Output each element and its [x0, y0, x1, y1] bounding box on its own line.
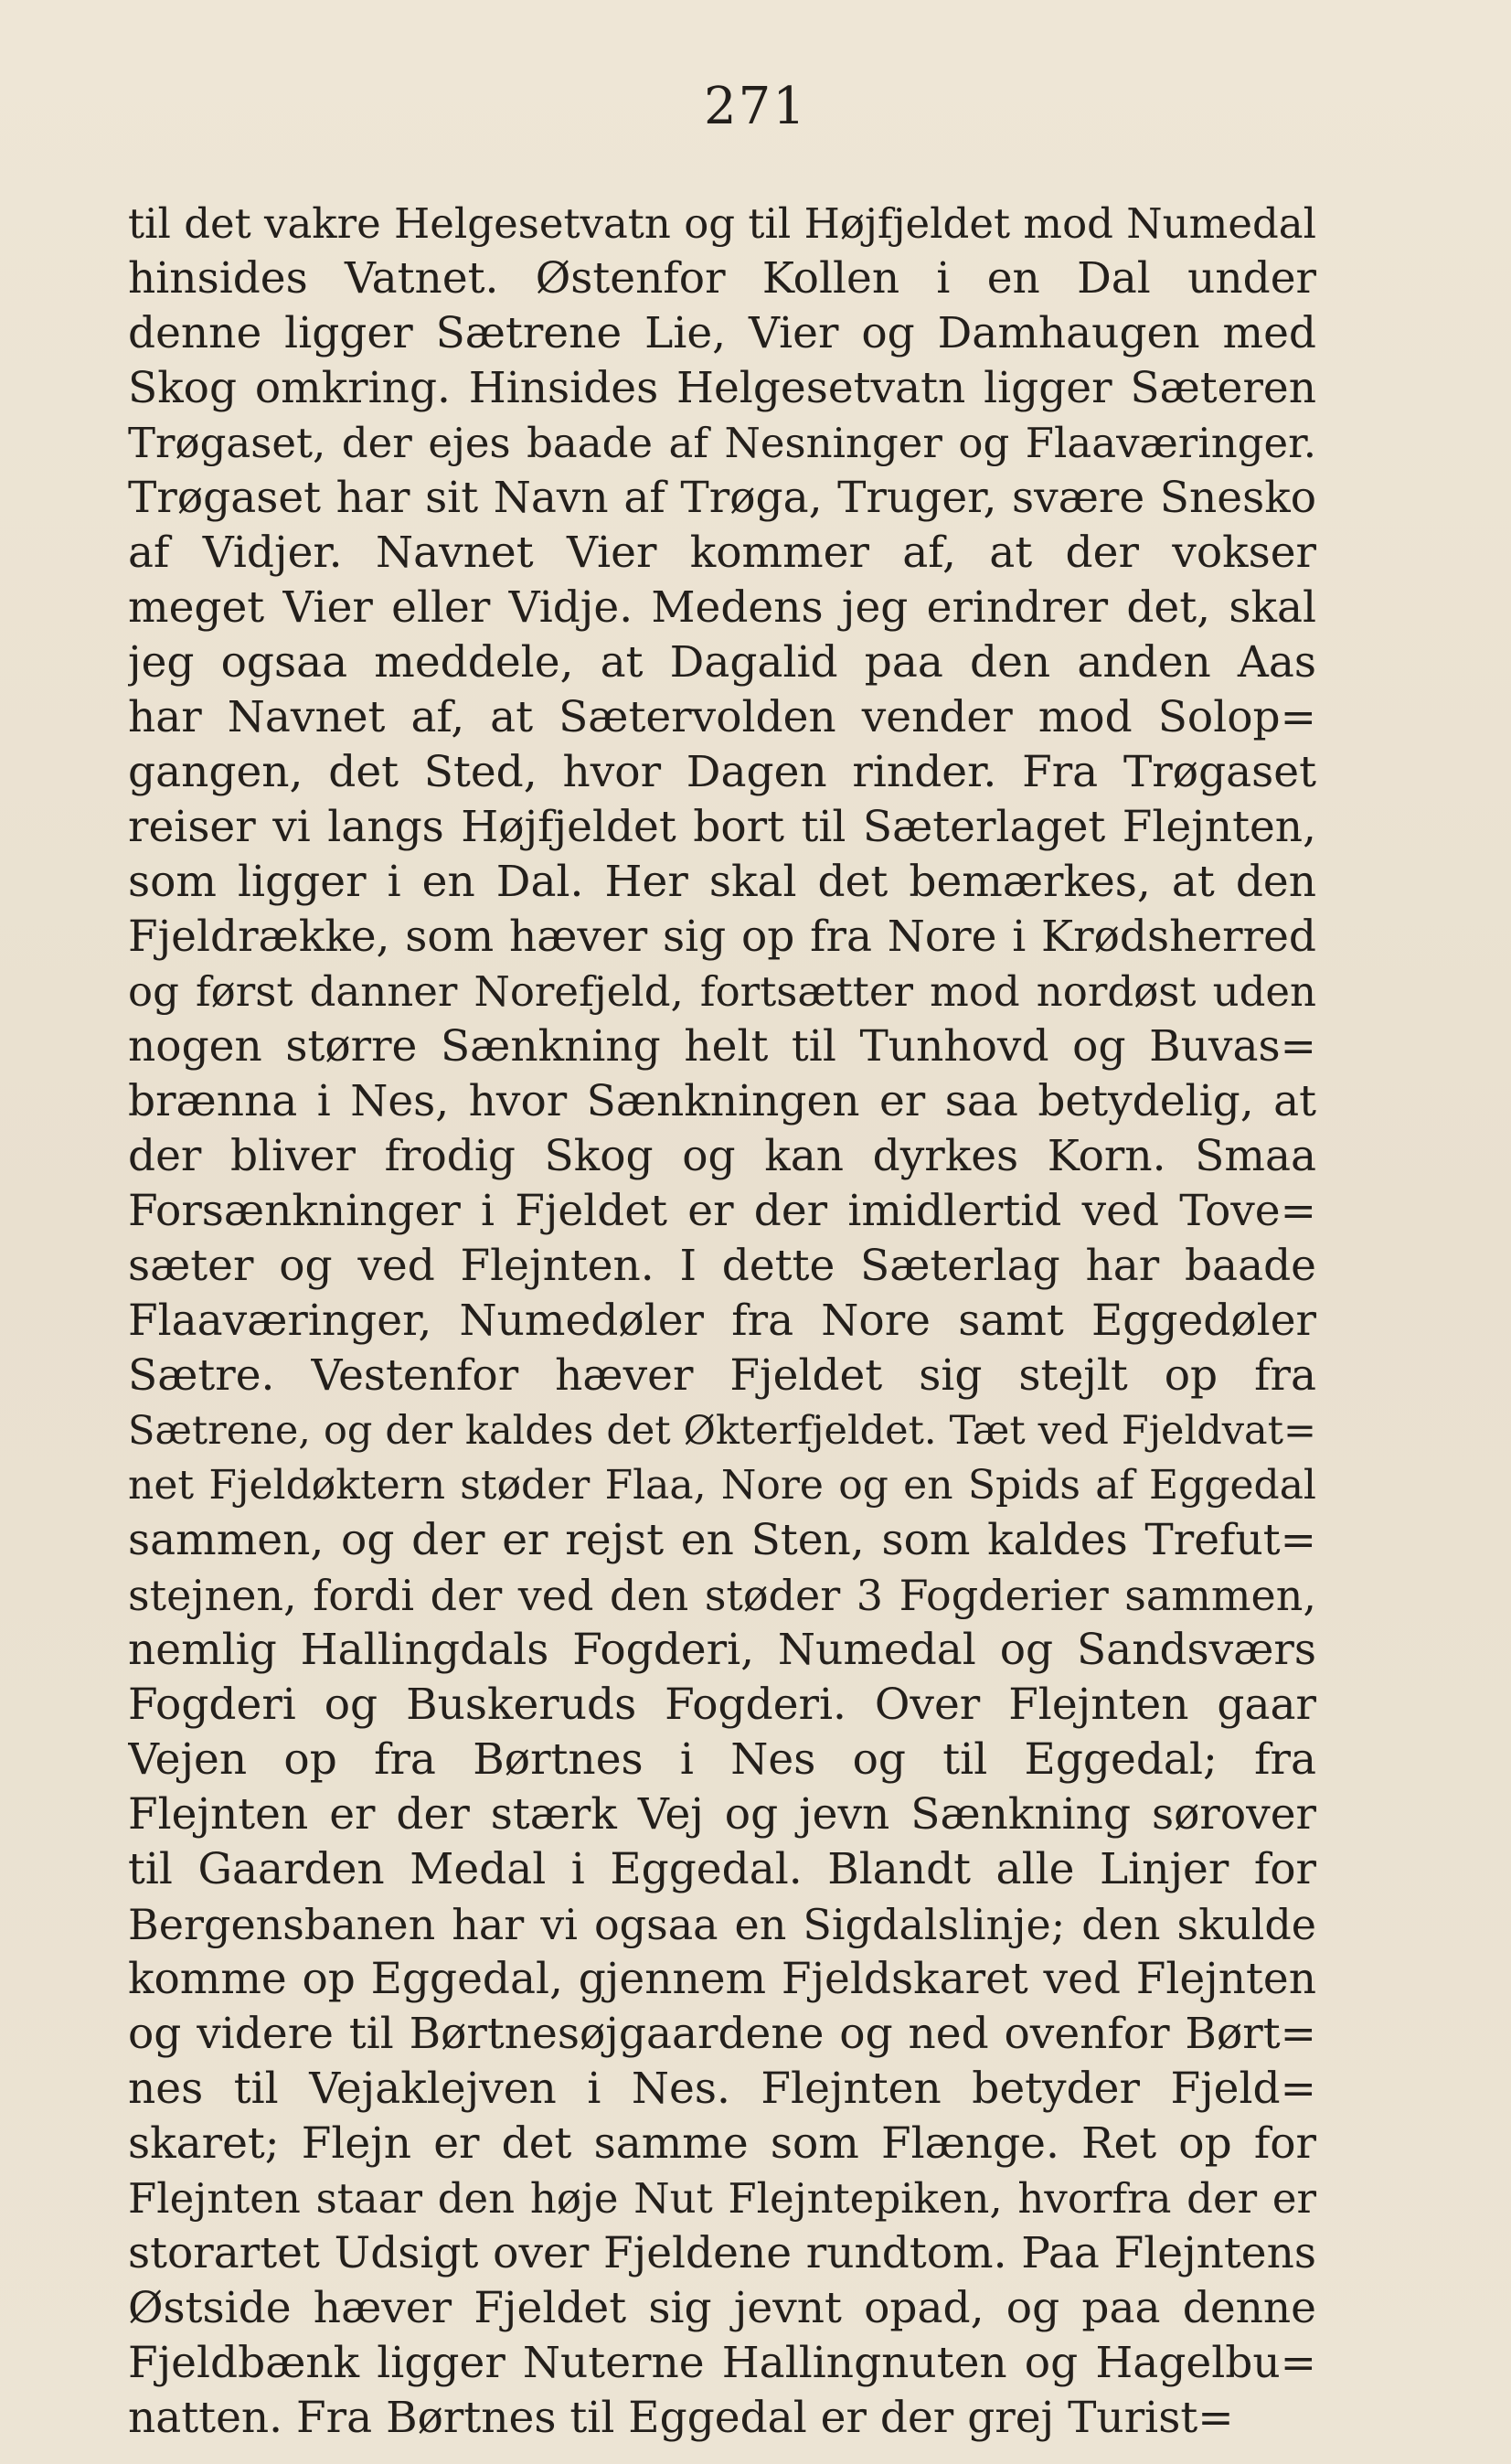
- text-line: Trøgaset har sit Navn af Trøga, Truger, svære Snesko: [128, 473, 1316, 523]
- text-line: Flaaværinger, Numedøler fra Nore samt Eggedøler: [128, 1296, 1316, 1346]
- text-line: jeg ogsaa meddele, at Dagalid paa den anden Aas: [128, 637, 1316, 688]
- text-line: stejnen, fordi der ved den støder 3 Fogderier sammen,: [128, 1571, 1316, 1620]
- text-line: Fjeldrække, som hæver sig op fra Nore i Krødsherred: [128, 912, 1316, 962]
- text-line: hinsides Vatnet. Østenfor Kollen i en Dal under: [128, 253, 1316, 304]
- text-line: Fogderi og Buskeruds Fogderi. Over Flejnten gaar: [128, 1680, 1316, 1730]
- text-line: reiser vi langs Højfjeldet bort til Sæterlaget Flejnten,: [128, 802, 1316, 852]
- text-line: af Vidjer. Navnet Vier kommer af, at der vokser: [128, 528, 1316, 578]
- text-line: Sætrene, og der kaldes det Økterfjeldet. Tæt ved Fjeldvat=: [128, 1408, 1316, 1454]
- text-line: Fjeldbænk ligger Nuterne Hallingnuten og Hagelbu=: [128, 2338, 1316, 2388]
- text-line: sæter og ved Flejnten. I dette Sæterlag har baade: [128, 1241, 1316, 1291]
- text-line: skaret; Flejn er det samme som Flænge. Ret op for: [128, 2118, 1316, 2169]
- text-line: net Fjeldøktern støder Flaa, Nore og en Spids af Eggedal: [128, 1462, 1316, 1509]
- text-line: komme op Eggedal, gjennem Fjeldskaret ved Flejnten: [128, 1954, 1316, 2004]
- text-line: natten. Fra Børtnes til Eggedal er der grej Turist=: [128, 2393, 1234, 2443]
- text-line: nes til Vejaklejven i Nes. Flejnten betyder Fjeld=: [128, 2064, 1316, 2114]
- text-line: der bliver frodig Skog og kan dyrkes Korn. Smaa: [128, 1131, 1316, 1181]
- text-line: til Gaarden Medal i Eggedal. Blandt alle Linjer for: [128, 1844, 1316, 1894]
- text-line: Flejnten er der stærk Vej og jevn Sænkning sørover: [128, 1789, 1316, 1840]
- text-line: meget Vier eller Vidje. Medens jeg erindrer det, skal: [128, 582, 1316, 633]
- text-line: har Navnet af, at Sætervolden vender mod Solop=: [128, 692, 1316, 742]
- text-line: Østside hæver Fjeldet sig jevnt opad, og paa denne: [128, 2283, 1316, 2333]
- text-line: Vejen op fra Børtnes i Nes og til Eggedal; fra: [128, 1734, 1316, 1785]
- text-line: til det vakre Helgesetvatn og til Højfjeldet mod Numedal: [128, 199, 1316, 248]
- text-line: nogen større Sænkning helt til Tunhovd og Buvas=: [128, 1021, 1316, 1072]
- text-line: gangen, det Sted, hvor Dagen rinder. Fra Trøgaset: [128, 747, 1316, 797]
- text-line: Skog omkring. Hinsides Helgesetvatn ligger Sæteren: [128, 363, 1316, 413]
- text-line: som ligger i en Dal. Her skal det bemærkes, at den: [128, 857, 1316, 907]
- text-line: denne ligger Sætrene Lie, Vier og Damhaugen med: [128, 308, 1316, 358]
- text-line: nemlig Hallingdals Fogderi, Numedal og Sandsværs: [128, 1625, 1316, 1675]
- text-line: sammen, og der er rejst en Sten, som kaldes Trefut=: [128, 1515, 1316, 1565]
- text-line: Trøgaset, der ejes baade af Nesninger og Flaaværinger.: [128, 419, 1316, 467]
- text-line: og først danner Norefjeld, fortsætter mod nordøst uden: [128, 967, 1316, 1016]
- text-line: Bergensbanen har vi ogsaa en Sigdalslinje; den skulde: [128, 1900, 1316, 1949]
- text-line: Sætre. Vestenfor hæver Fjeldet sig stejlt op fra: [128, 1350, 1316, 1401]
- body-text: [128, 197, 1316, 2446]
- text-line: storartet Udsigt over Fjeldene rundtom. Paa Flejntens: [128, 2228, 1316, 2278]
- text-line: Forsænkninger i Fjeldet er der imidlertid ved Tove=: [128, 1186, 1316, 1236]
- text-line: brænna i Nes, hvor Sænkningen er saa betydelig, at: [128, 1076, 1316, 1126]
- text-line: og videre til Børtnesøjgaardene og ned ovenfor Børt=: [128, 2009, 1316, 2059]
- text-line: Flejnten staar den høje Nut Flejntepiken, hvorfra der er: [128, 2174, 1316, 2223]
- page-number: 271: [704, 77, 807, 136]
